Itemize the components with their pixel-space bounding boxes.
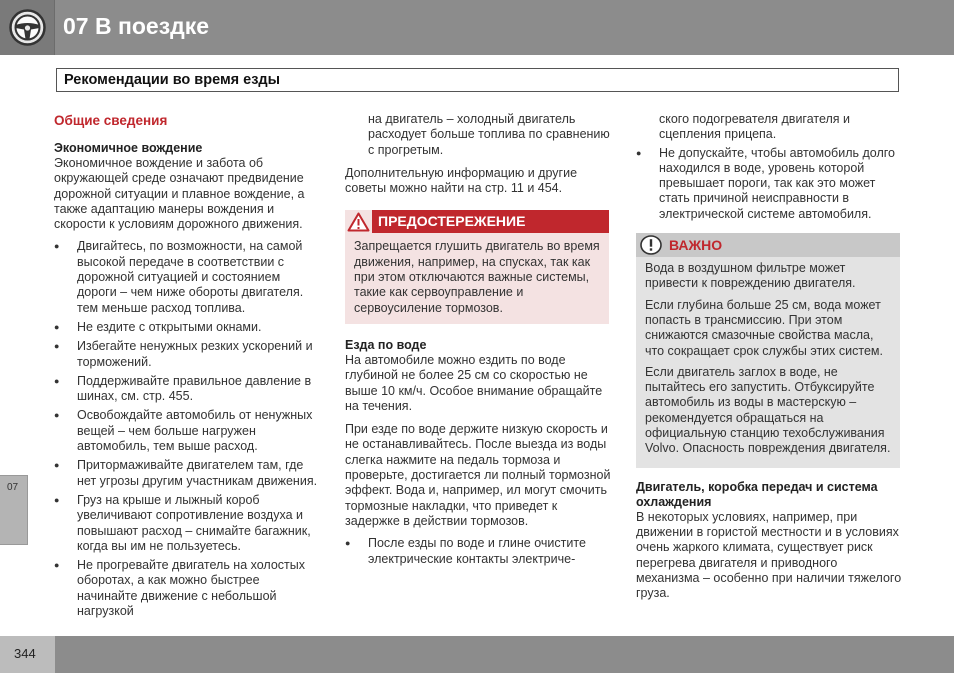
- warning-header: [345, 210, 609, 233]
- chapter-side-tab[interactable]: [0, 475, 28, 545]
- side-tab-label: 07: [7, 482, 19, 493]
- important-box: [636, 233, 900, 468]
- water-tips-list-2: [636, 146, 902, 222]
- general-info-title: Общие сведения: [54, 113, 168, 128]
- column-1: [54, 112, 320, 623]
- list-item: ● Притормаживайте двигателем там, где нет угрозы другим участникам движения.: [54, 458, 320, 489]
- page-header: [0, 0, 954, 55]
- column-2: [345, 112, 611, 571]
- list-item: ● Избегайте ненужных резких ускорений и торможений.: [54, 339, 320, 370]
- list-item: ● Поддерживайте правильное давление в шинах, см. стр. 455.: [54, 374, 320, 405]
- warning-text: Запрещается глушить двигатель во время движения, например, на спусках, так как при этом отключаются важные системы, такие как сервоуправление и сервоусиление тормозов.: [354, 239, 600, 315]
- important-label: ВАЖНО: [669, 237, 723, 254]
- important-paragraph: Если глубина больше 25 см, вода может попасть в трансмиссию. При этом снижаются смазочные свойства масла, что сокращает срок службы этих систем.: [645, 297, 883, 358]
- list-item: ● После езды по воде и глине очистите электрические контакты электриче-: [345, 536, 611, 567]
- engine-cooling-text: В некоторых условиях, например, при движении в гористой местности и в условиях очень жаркого климата, существует риск перегрева двигателя и приводного механизма – особенно при наличии тяжелого груза.: [636, 509, 902, 601]
- important-paragraph: Вода в воздушном фильтре может привести к повреждению двигателя.: [645, 261, 856, 291]
- warning-label: ПРЕДОСТЕРЕЖЕНИЕ: [378, 213, 526, 230]
- warning-triangle-icon: [347, 212, 370, 232]
- eco-driving-heading: Экономичное вождение: [54, 141, 203, 155]
- water-driving-text-2: При езде по воде держите низкую скорость и не останавливайтесь. После выезда из воды слегка нажмите на педаль тормоза и проверьте, достигается ли полный тормозной эффект. Вода и, например, ил могут смочить тормозные накладки, что приведет к задержке в действии тормозов.: [345, 422, 611, 528]
- page-number-box: [0, 636, 55, 673]
- logo-box: [0, 0, 55, 55]
- list-item: ● Двигайтесь, по возможности, на самой высокой передаче в соответствии с дорожной ситуацией и состоянием дороги – чем ниже обороты двигателя. тем меньше расход топлива.: [54, 239, 320, 315]
- warning-box: [345, 210, 609, 323]
- page-number: 344: [14, 646, 36, 661]
- page-footer: [0, 636, 954, 673]
- eco-driving-text: Экономичное вождение и забота об окружающей среде означают предвидение дорожной ситуации и плавное вождение, а также адаптацию манеры вождения и скорости к условиям дорожного движения.: [54, 156, 305, 232]
- list-item: ● Не ездите с открытыми окнами.: [54, 320, 320, 335]
- water-driving-heading: Езда по воде: [345, 337, 427, 352]
- list-item: ● Не прогревайте двигатель на холостых оборотах, а как можно быстрее начинайте движение с небольшой нагрузкой: [54, 558, 320, 619]
- section-title-bar: [56, 68, 899, 92]
- more-info-text: Дополнительную информацию и другие советы можно найти на стр. 11 и 454.: [345, 165, 578, 196]
- important-paragraph: Если двигатель заглох в воде, не пытайтесь его запустить. Отбуксируйте автомобиль из воды в мастерскую – рекомендуется обращаться на официальную станцию техобслуживания Volvo. Опасность повреждения двигателя.: [645, 364, 891, 456]
- important-exclamation-icon: [640, 235, 662, 255]
- chapter-title: 07 В поездке: [63, 13, 210, 39]
- engine-cooling-heading: Двигатель, коробка передач и система охлаждения: [636, 479, 878, 509]
- important-header: [636, 233, 900, 257]
- section-title: Рекомендации во время езды: [64, 72, 281, 88]
- continued-text: на двигатель – холодный двигатель расходует больше топлива по сравнению с прогретым.: [368, 112, 610, 157]
- column-3: [636, 112, 902, 601]
- list-item: ● Освобождайте автомобиль от ненужных вещей – чем больше нагружен автомобиль, тем выше расход.: [54, 408, 320, 454]
- water-driving-text-1: На автомобиле можно ездить по воде глубиной не более 25 см со скоростью не выше 10 км/ч. Особое внимание обращайте на течения.: [345, 352, 603, 413]
- steering-wheel-icon: [8, 8, 47, 47]
- continued-text: ского подогревателя двигателя и сцепления прицепа.: [659, 112, 851, 142]
- important-text: [636, 257, 900, 468]
- list-item: ● Не допускайте, чтобы автомобиль долго находился в воде, уровень которой превышает пороги, так как это может стать причиной неисправности в электрической системе автомобиля.: [636, 146, 902, 222]
- water-tips-list: [345, 536, 611, 567]
- eco-tips-list: [54, 239, 320, 619]
- list-item: ● Груз на крыше и лыжный короб увеличивают сопротивление воздуха и повышают расход – снимайте багажник, когда вы им не пользуетесь.: [54, 493, 320, 554]
